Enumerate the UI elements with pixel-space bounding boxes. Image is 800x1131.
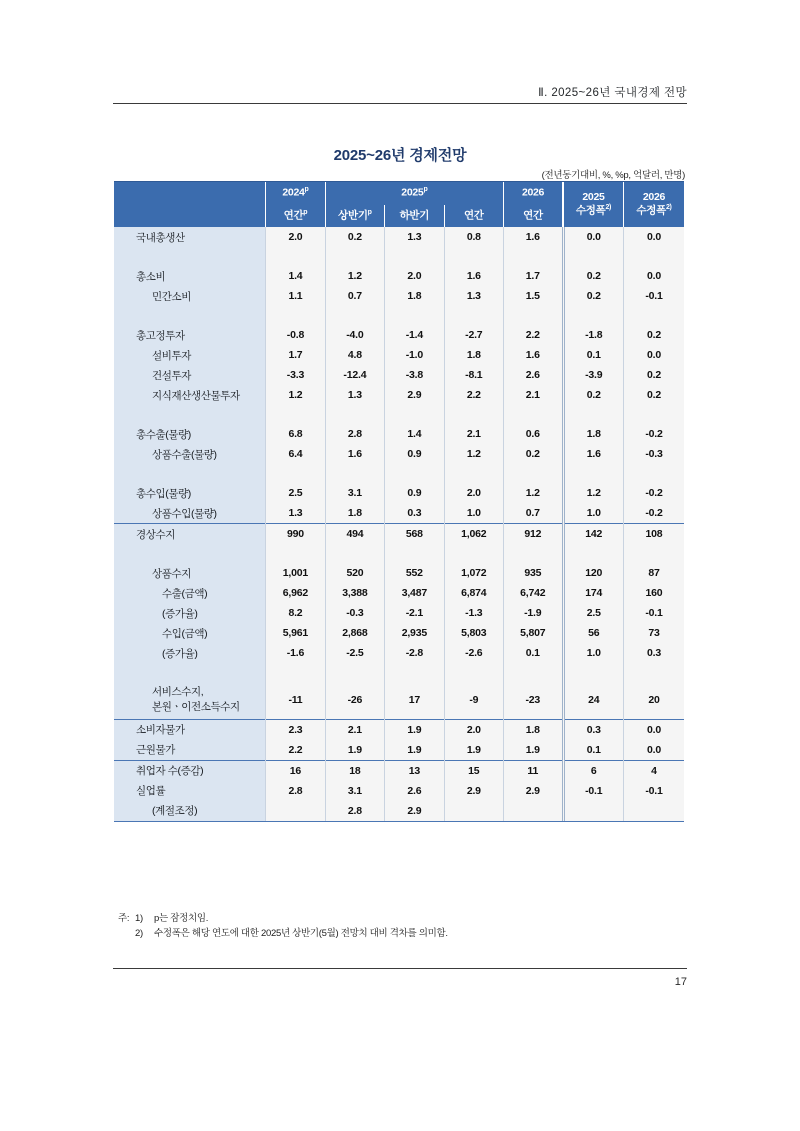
page-title: 2025~26년 경제전망 bbox=[333, 147, 467, 164]
table-cell: 0.7 bbox=[504, 503, 563, 524]
spacer-data-cell bbox=[266, 544, 325, 563]
table-cell: 0.3 bbox=[385, 503, 444, 524]
header-sub-2024-annual: 연간$^p$ bbox=[266, 205, 325, 228]
spacer-data-cell bbox=[444, 464, 503, 483]
table-cell: 1.6 bbox=[444, 266, 503, 286]
table-cell: 20 bbox=[623, 682, 684, 719]
table-cell: 4 bbox=[623, 760, 684, 781]
table-cell: 6,874 bbox=[444, 583, 503, 603]
table-row bbox=[114, 643, 684, 663]
spacer-data-cell bbox=[563, 464, 623, 483]
table-cell: 6 bbox=[563, 760, 623, 781]
table-cell: 1.2 bbox=[325, 266, 384, 286]
table-cell: 1.8 bbox=[563, 424, 623, 444]
table-cell: 2.2 bbox=[504, 325, 563, 345]
table-body bbox=[114, 227, 684, 820]
table-row bbox=[114, 682, 684, 719]
table-row bbox=[114, 524, 684, 545]
table-cell: 4.8 bbox=[325, 345, 384, 365]
spacer-data-cell bbox=[325, 544, 384, 563]
table-cell: 2,868 bbox=[325, 623, 384, 643]
table-cell: 0.2 bbox=[325, 227, 384, 247]
table-cell: -0.2 bbox=[623, 483, 684, 503]
spacer-label-cell bbox=[114, 306, 266, 325]
table-cell: -0.1 bbox=[623, 286, 684, 306]
table-cell: 1,062 bbox=[444, 524, 503, 545]
table-cell: 16 bbox=[266, 760, 325, 781]
table-cell: 2.1 bbox=[504, 385, 563, 405]
spacer-data-cell bbox=[563, 663, 623, 682]
spacer-data-cell bbox=[325, 405, 384, 424]
table-cell: 2.6 bbox=[385, 781, 444, 801]
table-cell: 0.0 bbox=[563, 227, 623, 247]
table-cell: 1.2 bbox=[504, 483, 563, 503]
spacer-data-cell bbox=[266, 405, 325, 424]
row-label: 국내총생산 bbox=[114, 227, 266, 247]
table-cell: -3.9 bbox=[563, 365, 623, 385]
table-cell: 6.8 bbox=[266, 424, 325, 444]
table-cell: 2.9 bbox=[504, 781, 563, 801]
row-label: 건설투자 bbox=[114, 365, 266, 385]
table-cell: 11 bbox=[504, 760, 563, 781]
table-cell: 2.8 bbox=[325, 424, 384, 444]
table-cell: 0.2 bbox=[563, 286, 623, 306]
table-cell: 0.0 bbox=[623, 345, 684, 365]
forecast-table bbox=[114, 182, 684, 821]
table-cell: 24 bbox=[563, 682, 623, 719]
table-cell: -0.1 bbox=[623, 603, 684, 623]
table-cell: 0.2 bbox=[623, 325, 684, 345]
table-row bbox=[114, 623, 684, 643]
table-cell: 2.1 bbox=[444, 424, 503, 444]
table-cell: -3.3 bbox=[266, 365, 325, 385]
table-cell: 2.5 bbox=[266, 483, 325, 503]
table-cell: 494 bbox=[325, 524, 384, 545]
table-cell: 1.7 bbox=[504, 266, 563, 286]
table-cell: 0.0 bbox=[623, 266, 684, 286]
table-cell: -11 bbox=[266, 682, 325, 719]
table-cell: -2.8 bbox=[385, 643, 444, 663]
table-cell: 108 bbox=[623, 524, 684, 545]
table-cell: -0.8 bbox=[266, 325, 325, 345]
table-cell: 1.0 bbox=[563, 643, 623, 663]
table-cell: 0.7 bbox=[325, 286, 384, 306]
spacer-data-cell bbox=[504, 544, 563, 563]
spacer-data-cell bbox=[266, 663, 325, 682]
table-cell: 1.0 bbox=[563, 503, 623, 524]
table-cell: 990 bbox=[266, 524, 325, 545]
table-cell: 13 bbox=[385, 760, 444, 781]
table-spacer-row bbox=[114, 464, 684, 483]
row-label: 상품수출(물량) bbox=[114, 444, 266, 464]
spacer-data-cell bbox=[385, 405, 444, 424]
table-spacer-row bbox=[114, 663, 684, 682]
table-cell: 912 bbox=[504, 524, 563, 545]
table-cell: 1.5 bbox=[504, 286, 563, 306]
spacer-data-cell bbox=[504, 663, 563, 682]
table-cell: 2.6 bbox=[504, 365, 563, 385]
table-cell: 2.9 bbox=[444, 781, 503, 801]
table-cell: -4.0 bbox=[325, 325, 384, 345]
table-cell: 1.3 bbox=[444, 286, 503, 306]
forecast-table-container bbox=[114, 181, 684, 822]
table-spacer-row bbox=[114, 247, 684, 266]
spacer-data-cell bbox=[325, 306, 384, 325]
spacer-data-cell bbox=[266, 306, 325, 325]
spacer-data-cell bbox=[325, 247, 384, 266]
table-cell: 3.1 bbox=[325, 781, 384, 801]
header-revision-2026: 2026 수정폭$^{2)}$ bbox=[623, 182, 684, 227]
table-cell: 1.8 bbox=[385, 286, 444, 306]
table-cell: 520 bbox=[325, 563, 384, 583]
table-cell: 2.2 bbox=[266, 740, 325, 761]
spacer-data-cell bbox=[385, 247, 444, 266]
table-row bbox=[114, 345, 684, 365]
table-spacer-row bbox=[114, 306, 684, 325]
spacer-data-cell bbox=[504, 464, 563, 483]
table-spacer-row bbox=[114, 405, 684, 424]
table-cell: -1.0 bbox=[385, 345, 444, 365]
row-label: 수입(금액) bbox=[114, 623, 266, 643]
spacer-data-cell bbox=[444, 247, 503, 266]
table-cell: 1.8 bbox=[444, 345, 503, 365]
table-cell: -0.1 bbox=[623, 781, 684, 801]
table-cell: 1.9 bbox=[504, 740, 563, 761]
table-cell: -1.8 bbox=[563, 325, 623, 345]
row-label: (증가율) bbox=[114, 643, 266, 663]
table-cell: -0.2 bbox=[623, 424, 684, 444]
spacer-data-cell bbox=[385, 663, 444, 682]
table-cell: 3,487 bbox=[385, 583, 444, 603]
table-cell: 5,803 bbox=[444, 623, 503, 643]
spacer-data-cell bbox=[266, 247, 325, 266]
row-label: 수출(금액) bbox=[114, 583, 266, 603]
table-cell: 174 bbox=[563, 583, 623, 603]
header-rule bbox=[113, 103, 687, 104]
table-cell: 6.4 bbox=[266, 444, 325, 464]
table-cell: 2.0 bbox=[444, 719, 503, 740]
table-cell: 73 bbox=[623, 623, 684, 643]
footnote-prefix: 주: bbox=[118, 913, 130, 924]
page-number: 17 bbox=[674, 976, 687, 988]
table-cell: 3.1 bbox=[325, 483, 384, 503]
table-cell: 1.7 bbox=[266, 345, 325, 365]
spacer-data-cell bbox=[385, 464, 444, 483]
table-row bbox=[114, 365, 684, 385]
table-cell: 0.0 bbox=[623, 227, 684, 247]
row-label: 지식재산생산물투자 bbox=[114, 385, 266, 405]
spacer-data-cell bbox=[504, 405, 563, 424]
table-head bbox=[114, 182, 684, 227]
table-cell: 87 bbox=[623, 563, 684, 583]
spacer-data-cell bbox=[623, 544, 684, 563]
table-cell: 15 bbox=[444, 760, 503, 781]
row-label: 경상수지 bbox=[114, 524, 266, 545]
table-row bbox=[114, 325, 684, 345]
row-label: 총소비 bbox=[114, 266, 266, 286]
table-cell: 1.2 bbox=[266, 385, 325, 405]
table-cell: 2.1 bbox=[325, 719, 384, 740]
table-cell: 5,807 bbox=[504, 623, 563, 643]
table-cell: 1.6 bbox=[504, 227, 563, 247]
table-cell bbox=[563, 801, 623, 821]
table-cell: 0.6 bbox=[504, 424, 563, 444]
table-row bbox=[114, 424, 684, 444]
table-cell: 1.6 bbox=[325, 444, 384, 464]
footer-rule bbox=[113, 968, 687, 969]
table-row bbox=[114, 227, 684, 247]
table-cell: -23 bbox=[504, 682, 563, 719]
table-cell: 1,001 bbox=[266, 563, 325, 583]
header-group-2026: 2026 bbox=[504, 182, 563, 205]
spacer-label-cell bbox=[114, 405, 266, 424]
header-sub-2025-annual: 연간 bbox=[444, 205, 503, 228]
table-cell: 1.3 bbox=[385, 227, 444, 247]
header-corner-blank bbox=[114, 182, 266, 227]
table-row bbox=[114, 760, 684, 781]
footnote-1-number: 1) bbox=[135, 913, 143, 924]
table-cell: 2.0 bbox=[266, 227, 325, 247]
table-cell: -0.2 bbox=[623, 503, 684, 524]
table-cell: 0.9 bbox=[385, 483, 444, 503]
table-cell: 1.6 bbox=[504, 345, 563, 365]
spacer-data-cell bbox=[623, 405, 684, 424]
table-cell: 2.0 bbox=[385, 266, 444, 286]
table-cell: 1.2 bbox=[563, 483, 623, 503]
table-cell: -2.1 bbox=[385, 603, 444, 623]
table-cell: 8.2 bbox=[266, 603, 325, 623]
table-cell: 0.0 bbox=[623, 719, 684, 740]
spacer-data-cell bbox=[563, 306, 623, 325]
spacer-data-cell bbox=[444, 663, 503, 682]
spacer-data-cell bbox=[325, 464, 384, 483]
table-cell: 1.9 bbox=[385, 719, 444, 740]
row-label: 서비스수지, 본원ㆍ이전소득수지 bbox=[114, 682, 266, 719]
row-label: 총수출(물량) bbox=[114, 424, 266, 444]
header-group-row bbox=[114, 182, 684, 205]
table-row bbox=[114, 719, 684, 740]
footnotes bbox=[118, 912, 688, 941]
table-cell: -8.1 bbox=[444, 365, 503, 385]
row-label: 총고정투자 bbox=[114, 325, 266, 345]
table-cell: 0.2 bbox=[504, 444, 563, 464]
table-cell: 1.9 bbox=[444, 740, 503, 761]
table-cell: -2.5 bbox=[325, 643, 384, 663]
table-cell: -1.9 bbox=[504, 603, 563, 623]
table-cell: 2.5 bbox=[563, 603, 623, 623]
row-label: 소비자물가 bbox=[114, 719, 266, 740]
table-cell: -1.3 bbox=[444, 603, 503, 623]
row-label: (계절조정) bbox=[114, 801, 266, 821]
table-cell: 0.2 bbox=[623, 385, 684, 405]
spacer-data-cell bbox=[385, 544, 444, 563]
table-cell: 0.3 bbox=[623, 643, 684, 663]
table-cell: 6,742 bbox=[504, 583, 563, 603]
header-group-2025: 2025$^p$ bbox=[325, 182, 503, 205]
spacer-data-cell bbox=[504, 306, 563, 325]
table-cell: -2.6 bbox=[444, 643, 503, 663]
table-cell: 18 bbox=[325, 760, 384, 781]
table-row bbox=[114, 740, 684, 761]
table-cell: -12.4 bbox=[325, 365, 384, 385]
table-cell: -2.7 bbox=[444, 325, 503, 345]
table-cell: 2.2 bbox=[444, 385, 503, 405]
table-cell: -0.3 bbox=[623, 444, 684, 464]
footnote-2-number: 2) bbox=[135, 927, 143, 939]
table-row bbox=[114, 801, 684, 821]
row-label: 상품수지 bbox=[114, 563, 266, 583]
table-cell: -3.8 bbox=[385, 365, 444, 385]
table-row bbox=[114, 444, 684, 464]
spacer-data-cell bbox=[444, 405, 503, 424]
table-cell: 56 bbox=[563, 623, 623, 643]
table-cell: 1.2 bbox=[444, 444, 503, 464]
row-label: 설비투자 bbox=[114, 345, 266, 365]
table-cell: 1.4 bbox=[385, 424, 444, 444]
table-row bbox=[114, 266, 684, 286]
footnote-1-text: p는 잠정치임. bbox=[154, 913, 209, 924]
footnote-1 bbox=[118, 912, 688, 927]
table-cell: 0.1 bbox=[504, 643, 563, 663]
table-row bbox=[114, 583, 684, 603]
table-cell: 1.8 bbox=[325, 503, 384, 524]
spacer-data-cell bbox=[266, 464, 325, 483]
table-row bbox=[114, 603, 684, 623]
table-cell: 2.9 bbox=[385, 385, 444, 405]
table-cell: -0.1 bbox=[563, 781, 623, 801]
row-label: 실업률 bbox=[114, 781, 266, 801]
table-cell: 0.9 bbox=[385, 444, 444, 464]
table-cell: 2.3 bbox=[266, 719, 325, 740]
table-row bbox=[114, 483, 684, 503]
header-sub-2025-h2: 하반기 bbox=[385, 205, 444, 228]
table-cell: 552 bbox=[385, 563, 444, 583]
table-cell: 0.0 bbox=[623, 740, 684, 761]
table-cell: 568 bbox=[385, 524, 444, 545]
table-cell: 1.0 bbox=[444, 503, 503, 524]
table-cell: 6,962 bbox=[266, 583, 325, 603]
table-cell: 0.1 bbox=[563, 345, 623, 365]
table-row bbox=[114, 385, 684, 405]
row-label: 상품수입(물량) bbox=[114, 503, 266, 524]
spacer-data-cell bbox=[623, 464, 684, 483]
table-cell: 1.8 bbox=[504, 719, 563, 740]
table-cell bbox=[623, 801, 684, 821]
table-cell: -1.6 bbox=[266, 643, 325, 663]
table-cell: 1.9 bbox=[385, 740, 444, 761]
table-cell: -0.3 bbox=[325, 603, 384, 623]
spacer-data-cell bbox=[325, 663, 384, 682]
table-cell: 1.9 bbox=[325, 740, 384, 761]
header-group-2024: 2024$^p$ bbox=[266, 182, 325, 205]
running-head: Ⅱ. 2025~26년 국내경제 전망 bbox=[538, 87, 687, 99]
table-row bbox=[114, 781, 684, 801]
spacer-data-cell bbox=[623, 247, 684, 266]
spacer-label-cell bbox=[114, 663, 266, 682]
spacer-data-cell bbox=[563, 544, 623, 563]
table-cell: -9 bbox=[444, 682, 503, 719]
table-cell: 2.8 bbox=[325, 801, 384, 821]
table-cell: 120 bbox=[563, 563, 623, 583]
spacer-label-cell bbox=[114, 247, 266, 266]
table-cell: 1.1 bbox=[266, 286, 325, 306]
table-cell: 5,961 bbox=[266, 623, 325, 643]
table-cell: 0.2 bbox=[563, 266, 623, 286]
spacer-data-cell bbox=[563, 247, 623, 266]
row-label: 취업자 수(증감) bbox=[114, 760, 266, 781]
spacer-label-cell bbox=[114, 544, 266, 563]
table-cell: 0.2 bbox=[563, 385, 623, 405]
table-cell bbox=[504, 801, 563, 821]
table-cell: 935 bbox=[504, 563, 563, 583]
table-cell: -26 bbox=[325, 682, 384, 719]
row-label: 총수입(물량) bbox=[114, 483, 266, 503]
units-note: (전년동기대비, %, %p, 억달러, 만명) bbox=[541, 170, 685, 181]
row-label: 근원물가 bbox=[114, 740, 266, 761]
table-cell bbox=[266, 801, 325, 821]
footnote-2 bbox=[118, 927, 688, 942]
table-cell: 1.6 bbox=[563, 444, 623, 464]
table-row bbox=[114, 503, 684, 524]
spacer-data-cell bbox=[444, 544, 503, 563]
spacer-data-cell bbox=[563, 405, 623, 424]
table-cell: 17 bbox=[385, 682, 444, 719]
spacer-data-cell bbox=[504, 247, 563, 266]
table-cell: 0.3 bbox=[563, 719, 623, 740]
spacer-data-cell bbox=[444, 306, 503, 325]
row-label: 민간소비 bbox=[114, 286, 266, 306]
table-spacer-row bbox=[114, 544, 684, 563]
spacer-data-cell bbox=[623, 306, 684, 325]
table-cell: 160 bbox=[623, 583, 684, 603]
table-row bbox=[114, 286, 684, 306]
table-cell: 2.8 bbox=[266, 781, 325, 801]
table-cell bbox=[444, 801, 503, 821]
table-cell: -1.4 bbox=[385, 325, 444, 345]
table-cell: 3,388 bbox=[325, 583, 384, 603]
table-cell: 0.8 bbox=[444, 227, 503, 247]
table-cell: 0.2 bbox=[623, 365, 684, 385]
table-cell: 1.3 bbox=[325, 385, 384, 405]
row-label: (증가율) bbox=[114, 603, 266, 623]
header-sub-2026-annual: 연간 bbox=[504, 205, 563, 228]
spacer-data-cell bbox=[623, 663, 684, 682]
table-cell: 142 bbox=[563, 524, 623, 545]
table-cell: 2.0 bbox=[444, 483, 503, 503]
table-row bbox=[114, 563, 684, 583]
table-cell: 0.1 bbox=[563, 740, 623, 761]
table-cell: 2,935 bbox=[385, 623, 444, 643]
spacer-data-cell bbox=[385, 306, 444, 325]
table-cell: 1,072 bbox=[444, 563, 503, 583]
table-cell: 1.4 bbox=[266, 266, 325, 286]
spacer-label-cell bbox=[114, 464, 266, 483]
header-revision-2025: 2025 수정폭$^{2)}$ bbox=[563, 182, 623, 227]
table-cell: 1.3 bbox=[266, 503, 325, 524]
table-cell: 2.9 bbox=[385, 801, 444, 821]
header-sub-2025-h1: 상반기$^p$ bbox=[325, 205, 384, 228]
footnote-2-text: 수정폭은 해당 연도에 대한 2025년 상반기(5월) 전망치 대비 격차를 의미함. bbox=[154, 927, 448, 939]
footnote-2-spacer bbox=[118, 927, 135, 942]
